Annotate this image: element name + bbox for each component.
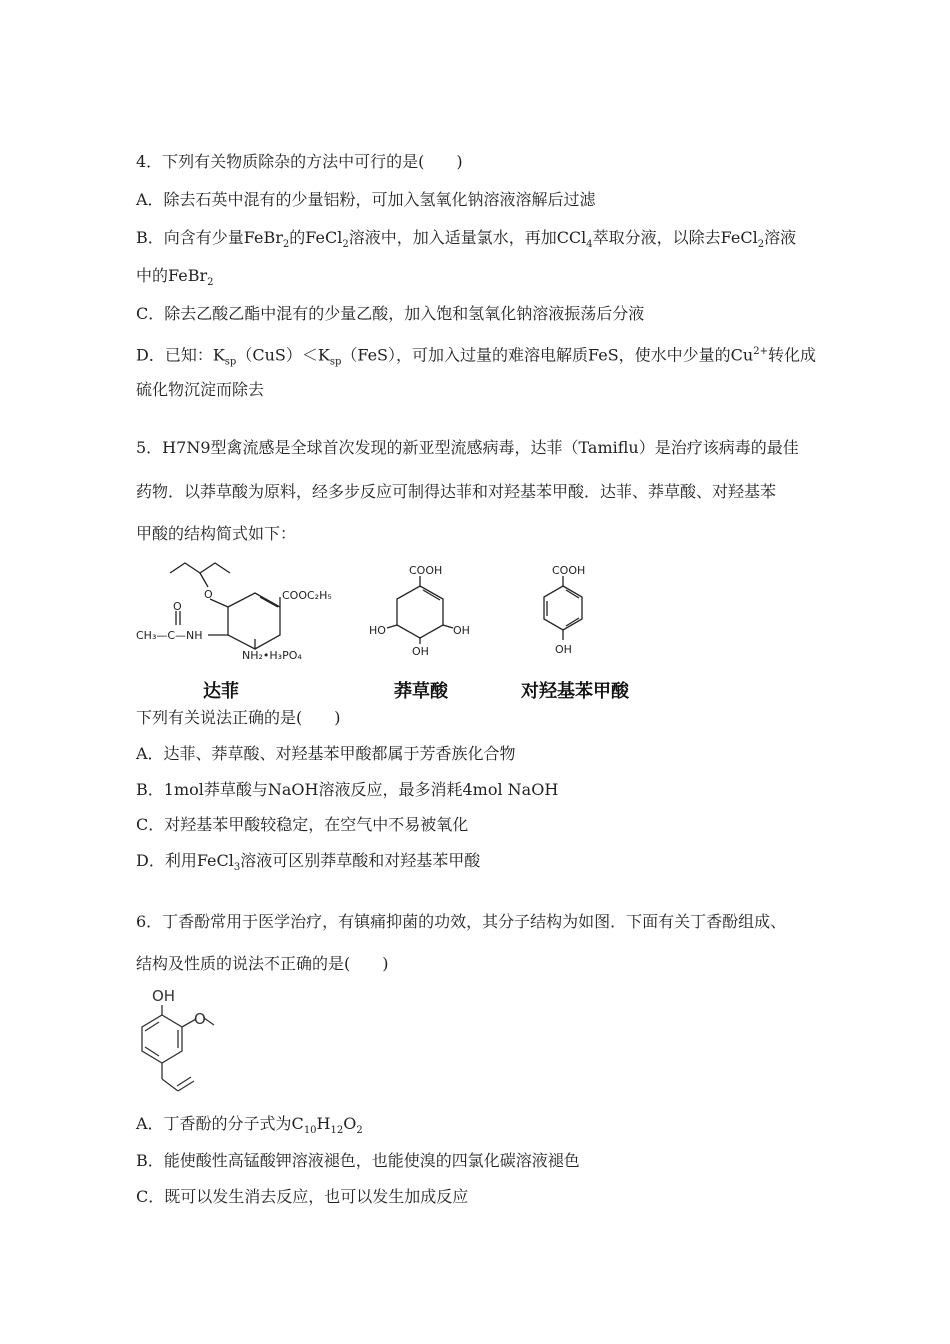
phba-oh: OH bbox=[555, 643, 572, 656]
eugenol-oh: OH bbox=[152, 987, 176, 1005]
q6-option-a: A．丁香酚的分子式为$C_{10}H_{12}O_2$ bbox=[136, 1114, 363, 1137]
shikimic-oh-bottom: OH bbox=[412, 645, 429, 658]
q5-stem-line2: 药物．以莽草酸为原料，经多步反应可制得达菲和对羟基苯甲酸．达菲、莽草酸、对羟基苯 bbox=[136, 482, 777, 501]
shikimic-cooh: COOH bbox=[409, 564, 443, 577]
q5-option-b: B．1mol莽草酸与NaOH溶液反应，最多消耗4mol NaOH bbox=[136, 780, 559, 799]
tamiflu-structure bbox=[130, 555, 360, 665]
label-shikimic-acid: 莽草酸 bbox=[394, 681, 448, 702]
q4-option-b-line1: B．向含有少量FeBr$_2$的FeCl$_2$溶液中，加入适量氯水，再加CCl$_4$萃取分液，以除去FeCl$_2$溶液 bbox=[136, 228, 797, 251]
shikimic-ho-left: HO bbox=[369, 624, 386, 637]
q4-option-c: C．除去乙酸乙酯中混有的少量乙酸，加入饱和氢氧化钠溶液振荡后分液 bbox=[136, 304, 645, 323]
q4-option-a: A．除去石英中混有的少量铝粉，可加入氢氧化钠溶液溶解后过滤 bbox=[136, 190, 596, 209]
label-phba: 对羟基苯甲酸 bbox=[521, 681, 629, 702]
label-tamiflu: 达菲 bbox=[203, 681, 239, 702]
q6-option-c: C．既可以发生消去反应，也可以发生加成反应 bbox=[136, 1187, 469, 1206]
tamiflu-carbonyl-o: O bbox=[173, 600, 182, 613]
q6-stem-line2: 结构及性质的说法不正确的是( ) bbox=[136, 954, 389, 973]
shikimic-oh-right: OH bbox=[453, 624, 470, 637]
tamiflu-ether-o: O bbox=[204, 588, 213, 601]
q5-stem-line3: 甲酸的结构简式如下： bbox=[136, 524, 297, 543]
shikimic-acid-structure bbox=[365, 560, 480, 660]
q4-option-b-line2: 中的FeBr$_2$ bbox=[136, 266, 214, 289]
q5-stem-line1: 5．H7N9型禽流感是全球首次发现的新亚型流感病毒，达菲（Tamiflu）是治疗该病毒的最佳 bbox=[136, 438, 799, 457]
q5-option-d: D．利用FeCl$_3$溶液可区别莽草酸和对羟基苯甲酸 bbox=[136, 851, 481, 874]
q5-option-c: C．对羟基苯甲酸较稳定，在空气中不易被氧化 bbox=[136, 815, 469, 834]
q4-option-d-line2: 硫化物沉淀而除去 bbox=[136, 380, 265, 399]
phba-cooh: COOH bbox=[552, 564, 586, 577]
tamiflu-ester-group: COOC₂H₅ bbox=[282, 589, 332, 602]
q5-option-a: A．达菲、莽草酸、对羟基苯甲酸都属于芳香族化合物 bbox=[136, 744, 516, 763]
q5-prompt: 下列有关说法正确的是( ) bbox=[136, 708, 341, 727]
tamiflu-amide-group: CH₃—C—NH bbox=[136, 629, 203, 642]
q6-stem-line1: 6．丁香酚常用于医学治疗，有镇痛抑菌的功效，其分子结构为如图．下面有关丁香酚组成、 bbox=[136, 912, 787, 931]
q4-stem: 4．下列有关物质除杂的方法中可行的是( ) bbox=[136, 152, 463, 171]
tamiflu-amine-salt: NH₂•H₃PO₄ bbox=[242, 649, 302, 662]
eugenol-o: O bbox=[194, 1010, 206, 1028]
q4-option-d-line1: D．已知：$K_{sp}(CuS)<K_{sp}(FeS)$，可加入过量的难溶电解质FeS，使水中少量的$Cu^{2+}$转化成 bbox=[136, 345, 816, 368]
eugenol-structure bbox=[128, 985, 228, 1105]
phba-structure bbox=[530, 560, 610, 660]
q6-option-b: B．能使酸性高锰酸钾溶液褪色，也能使溴的四氯化碳溶液褪色 bbox=[136, 1151, 580, 1170]
